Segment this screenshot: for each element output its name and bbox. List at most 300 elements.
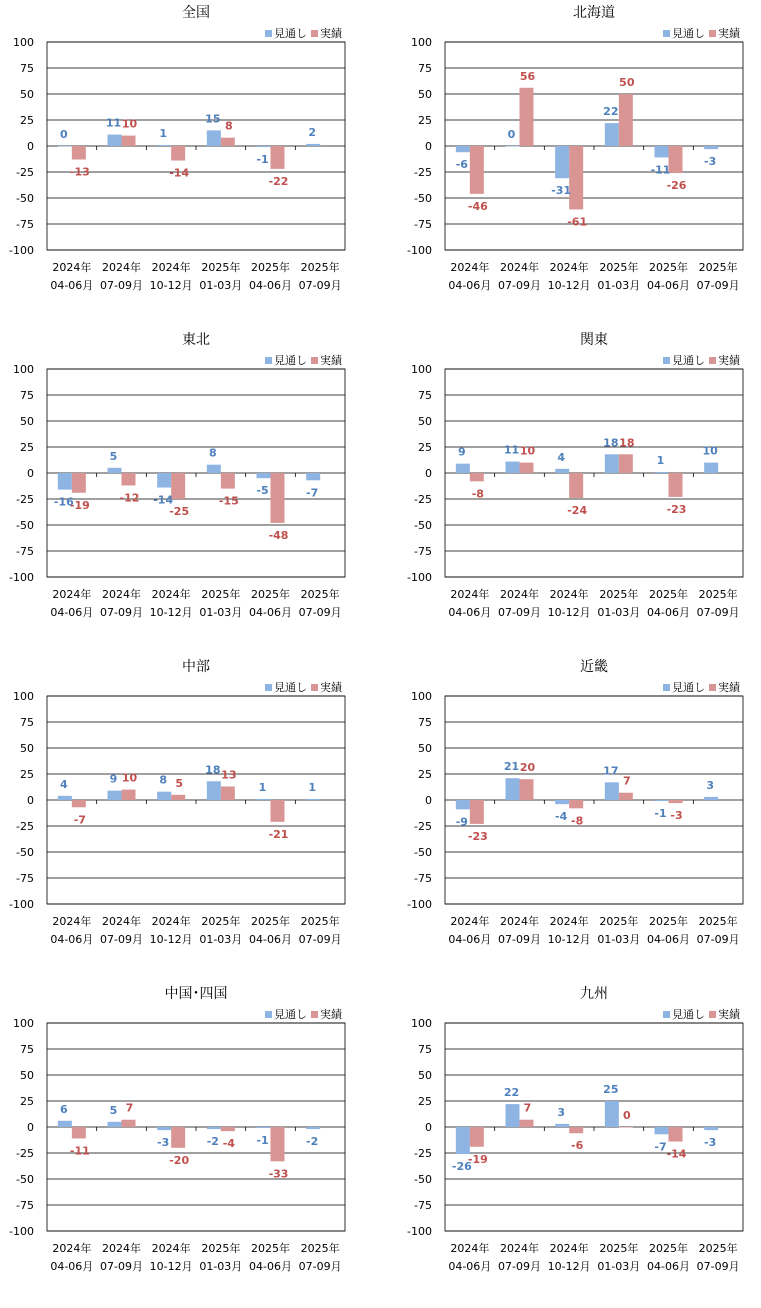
x-tick-label-months: 04-06月 <box>249 279 292 292</box>
data-label-forecast: 0 <box>507 128 516 141</box>
bar-forecast <box>306 1127 320 1129</box>
x-tick-label-months: 01-03月 <box>199 1260 243 1273</box>
data-label-forecast: -14 <box>153 493 174 507</box>
x-tick-label-year: 2024年 <box>549 588 589 601</box>
y-tick-label: -50 <box>16 1173 34 1186</box>
chart-title: 中部 <box>182 659 210 675</box>
data-label-forecast: 11 <box>105 116 122 130</box>
bar-actual <box>569 1127 583 1133</box>
x-tick-label-year: 2025年 <box>698 588 738 601</box>
bar-forecast <box>456 800 470 809</box>
y-tick-label: -50 <box>414 192 432 205</box>
data-label-actual: -23 <box>666 502 687 516</box>
bar-forecast <box>506 462 520 473</box>
x-tick-label-year: 2024年 <box>450 261 490 274</box>
data-label-actual: 5 <box>175 776 183 790</box>
bar-actual <box>271 800 285 822</box>
bar-actual <box>271 473 285 523</box>
x-tick-label-year: 2024年 <box>151 915 191 928</box>
data-label-forecast: 18 <box>603 436 619 450</box>
y-tick-label: 25 <box>20 441 34 454</box>
y-tick-label: 0 <box>425 794 432 807</box>
y-tick-label: 0 <box>425 467 432 480</box>
data-label-actual: -26 <box>666 179 687 193</box>
data-label-forecast: 25 <box>603 1083 619 1096</box>
data-label-forecast: 1 <box>258 780 267 794</box>
bar-actual <box>470 473 484 481</box>
bar-actual <box>619 1127 633 1128</box>
x-tick-label-year: 2025年 <box>649 915 688 928</box>
legend-label-forecast: 見通し <box>672 354 705 367</box>
y-tick-label: 0 <box>27 1121 34 1134</box>
x-tick-label-months: 07-09月 <box>100 606 143 619</box>
x-tick-label-months: 04-06月 <box>50 606 94 619</box>
data-label-forecast: 21 <box>503 760 520 774</box>
chart-legend <box>265 353 343 367</box>
data-label-forecast: 5 <box>109 449 118 463</box>
bar-forecast <box>58 1121 72 1127</box>
data-label-forecast: 9 <box>109 772 118 786</box>
y-tick-label: 75 <box>418 389 432 402</box>
bar-forecast <box>655 472 669 473</box>
x-tick-label-months: 01-03月 <box>199 279 243 292</box>
y-tick-label: 25 <box>20 114 34 127</box>
x-tick-label-months: 07-09月 <box>100 933 143 946</box>
legend-label-actual: 実績 <box>320 1008 342 1021</box>
bar-actual <box>669 146 683 173</box>
bar-forecast <box>306 144 320 146</box>
legend-label-actual: 実績 <box>718 27 740 40</box>
y-tick-label: 75 <box>20 389 34 402</box>
data-label-actual: 10 <box>519 444 536 458</box>
data-label-forecast: 15 <box>205 112 221 126</box>
y-tick-label: 0 <box>425 140 432 153</box>
bar-actual <box>221 473 235 489</box>
x-tick-label-year: 2025年 <box>698 1242 738 1255</box>
bar-forecast <box>207 130 221 146</box>
bar-forecast <box>306 799 320 800</box>
x-tick-label-months: 01-03月 <box>597 1260 641 1273</box>
x-tick-label-months: 04-06月 <box>647 933 690 946</box>
bar-forecast <box>108 135 122 146</box>
data-label-forecast: 1 <box>159 126 167 140</box>
legend-label-forecast: 見通し <box>274 27 307 40</box>
x-tick-label-year: 2025年 <box>300 915 340 928</box>
bar-actual <box>72 146 86 160</box>
x-tick-label-year: 2024年 <box>52 1242 92 1255</box>
y-tick-label: -75 <box>16 545 34 558</box>
data-label-actual: -19 <box>467 1152 488 1166</box>
bar-actual <box>221 786 235 800</box>
x-tick-label-months: 07-09月 <box>696 1260 740 1273</box>
data-label-forecast: 0 <box>60 128 68 141</box>
x-tick-label-year: 2025年 <box>251 915 290 928</box>
data-label-forecast: -4 <box>555 810 568 824</box>
x-tick-label-year: 2024年 <box>102 915 141 928</box>
x-tick-label-months: 04-06月 <box>249 606 292 619</box>
data-label-forecast: -3 <box>704 155 717 169</box>
data-label-actual: -46 <box>467 199 488 213</box>
chart-legend <box>265 26 343 40</box>
data-label-forecast: 11 <box>503 443 520 457</box>
data-label-actual: -12 <box>119 491 140 505</box>
data-label-forecast: 4 <box>60 777 68 791</box>
data-label-forecast: 6 <box>60 1102 68 1116</box>
bar-actual <box>619 94 633 146</box>
x-tick-label-year: 2024年 <box>151 1242 191 1255</box>
bar-actual <box>669 473 683 497</box>
data-label-actual: -33 <box>268 1167 289 1181</box>
data-label-forecast: 8 <box>209 446 217 460</box>
chart-title: 中国･四国 <box>164 986 228 1002</box>
x-tick-label-months: 04-06月 <box>249 1260 292 1273</box>
data-label-forecast: -7 <box>654 1140 667 1154</box>
y-tick-label: -25 <box>414 820 432 833</box>
legend-label-actual: 実績 <box>718 681 740 694</box>
bar-forecast <box>704 463 718 473</box>
y-tick-label: 0 <box>425 1121 432 1134</box>
x-tick-label-months: 04-06月 <box>448 279 492 292</box>
y-tick-label: -25 <box>16 493 34 506</box>
data-label-forecast: 1 <box>656 453 665 467</box>
bar-actual <box>619 454 633 473</box>
y-tick-label: -75 <box>414 872 432 885</box>
x-tick-label-months: 04-06月 <box>249 933 292 946</box>
bar-forecast <box>704 797 718 800</box>
bar-forecast <box>605 123 619 146</box>
y-tick-label: -100 <box>9 244 34 257</box>
y-tick-label: -100 <box>407 898 432 911</box>
data-label-actual: -48 <box>268 528 289 542</box>
x-tick-label-year: 2025年 <box>251 261 290 274</box>
x-tick-label-months: 10-12月 <box>149 1260 193 1273</box>
y-tick-label: 50 <box>418 1069 432 1082</box>
data-label-forecast: -7 <box>306 486 319 500</box>
chart-panel <box>0 0 380 327</box>
bar-actual <box>470 800 484 824</box>
x-tick-label-year: 2025年 <box>599 915 639 928</box>
y-tick-label: 75 <box>20 1043 34 1056</box>
y-tick-label: 75 <box>20 62 34 75</box>
legend-swatch-forecast <box>265 357 272 364</box>
data-label-forecast: 3 <box>706 778 714 792</box>
data-label-actual: -24 <box>567 503 588 517</box>
bar-forecast <box>605 782 619 800</box>
x-tick-label-year: 2024年 <box>151 588 191 601</box>
bar-actual <box>72 473 86 493</box>
x-tick-label-year: 2024年 <box>500 588 539 601</box>
x-tick-label-year: 2024年 <box>102 1242 141 1255</box>
legend-label-actual: 実績 <box>320 354 342 367</box>
x-tick-label-months: 10-12月 <box>547 279 591 292</box>
x-tick-label-months: 07-09月 <box>696 606 740 619</box>
legend-swatch-actual <box>311 30 318 37</box>
y-tick-label: 100 <box>13 363 34 376</box>
bar-forecast <box>506 146 520 147</box>
bar-forecast <box>605 1101 619 1127</box>
data-label-actual: 7 <box>523 1101 532 1115</box>
chart-panel <box>398 0 761 327</box>
bar-actual <box>221 1127 235 1131</box>
y-tick-label: 100 <box>411 690 432 703</box>
chart-title: 近畿 <box>580 659 608 675</box>
bar-actual <box>122 473 136 485</box>
bar-actual <box>470 1127 484 1147</box>
data-label-actual: -19 <box>69 498 90 512</box>
data-label-actual: -8 <box>471 487 484 501</box>
x-tick-label-year: 2025年 <box>698 915 738 928</box>
chart-title: 九州 <box>580 986 608 1002</box>
legend-label-actual: 実績 <box>718 1008 740 1021</box>
bar-actual <box>122 136 136 146</box>
y-tick-label: -50 <box>16 846 34 859</box>
data-label-forecast: -5 <box>256 484 269 498</box>
y-tick-label: -25 <box>414 493 432 506</box>
data-label-actual: 56 <box>519 69 536 83</box>
y-tick-label: -100 <box>407 1225 432 1238</box>
data-label-actual: 20 <box>519 761 536 775</box>
x-tick-label-months: 04-06月 <box>647 606 690 619</box>
x-tick-label-year: 2025年 <box>201 588 241 601</box>
y-tick-label: 100 <box>13 1017 34 1030</box>
x-tick-label-year: 2025年 <box>201 915 241 928</box>
y-tick-label: -50 <box>16 519 34 532</box>
y-tick-label: -100 <box>9 898 34 911</box>
x-tick-label-months: 04-06月 <box>448 1260 492 1273</box>
bar-forecast <box>605 454 619 473</box>
legend-swatch-actual <box>709 684 716 691</box>
x-tick-label-year: 2025年 <box>649 1242 688 1255</box>
bar-forecast <box>207 781 221 800</box>
y-tick-label: 50 <box>20 742 34 755</box>
x-tick-label-months: 04-06月 <box>647 279 690 292</box>
bar-forecast <box>704 146 718 149</box>
x-tick-label-year: 2024年 <box>102 261 141 274</box>
legend-swatch-forecast <box>663 684 670 691</box>
x-tick-label-year: 2024年 <box>549 1242 589 1255</box>
legend-label-forecast: 見通し <box>274 1008 307 1021</box>
y-tick-label: 75 <box>20 716 34 729</box>
x-tick-label-months: 10-12月 <box>149 279 193 292</box>
bar-forecast <box>207 1127 221 1129</box>
x-tick-label-months: 10-12月 <box>149 606 193 619</box>
y-tick-label: 50 <box>418 742 432 755</box>
data-label-forecast: -3 <box>704 1136 717 1150</box>
bar-forecast <box>555 146 569 178</box>
y-tick-label: -25 <box>16 820 34 833</box>
data-label-actual: -6 <box>571 1139 584 1153</box>
x-tick-label-year: 2024年 <box>450 915 490 928</box>
y-tick-label: 100 <box>411 36 432 49</box>
data-label-forecast: -16 <box>53 495 74 509</box>
y-tick-label: -75 <box>16 218 34 231</box>
chart-title: 関東 <box>580 332 608 348</box>
bar-forecast <box>655 146 669 157</box>
chart-legend <box>265 1007 343 1021</box>
data-label-actual: 50 <box>619 76 635 89</box>
chart-legend <box>663 353 741 367</box>
x-tick-label-year: 2024年 <box>500 1242 539 1255</box>
bar-forecast <box>506 778 520 800</box>
bar-actual <box>72 800 86 807</box>
data-label-forecast: 3 <box>557 1105 565 1119</box>
y-tick-label: 0 <box>27 140 34 153</box>
legend-swatch-forecast <box>663 30 670 37</box>
y-tick-label: 25 <box>20 1095 34 1108</box>
data-label-actual: -11 <box>69 1144 90 1158</box>
bar-actual <box>271 146 285 169</box>
legend-label-forecast: 見通し <box>274 681 307 694</box>
y-tick-label: -100 <box>407 571 432 584</box>
x-tick-label-months: 04-06月 <box>448 933 492 946</box>
x-tick-label-months: 04-06月 <box>50 933 94 946</box>
bar-actual <box>619 793 633 800</box>
legend-swatch-actual <box>311 684 318 691</box>
data-label-actual: 7 <box>125 1101 134 1115</box>
legend-label-actual: 実績 <box>320 681 342 694</box>
data-label-actual: -14 <box>666 1147 687 1161</box>
data-label-forecast: 22 <box>603 105 619 119</box>
legend-label-forecast: 見通し <box>672 27 705 40</box>
legend-label-actual: 実績 <box>718 354 740 367</box>
bar-forecast <box>157 1127 171 1130</box>
chart-panel <box>0 654 380 981</box>
data-label-forecast: 1 <box>308 780 316 794</box>
legend-label-forecast: 見通し <box>672 681 705 694</box>
chart-panel <box>398 981 761 1308</box>
bar-actual <box>520 1120 534 1127</box>
bar-forecast <box>257 146 271 147</box>
y-tick-label: -75 <box>414 218 432 231</box>
bar-actual <box>520 779 534 800</box>
bar-forecast <box>257 473 271 478</box>
y-tick-label: 100 <box>411 363 432 376</box>
data-label-actual: -8 <box>571 814 584 828</box>
data-label-forecast: 17 <box>603 764 619 778</box>
data-label-actual: 10 <box>121 771 138 785</box>
data-label-actual: 10 <box>121 117 138 131</box>
bar-forecast <box>506 1104 520 1127</box>
y-tick-label: -50 <box>414 519 432 532</box>
bar-actual <box>669 800 683 803</box>
bar-actual <box>122 790 136 800</box>
data-label-forecast: -1 <box>256 153 269 167</box>
y-tick-label: 25 <box>418 114 432 127</box>
y-tick-label: 0 <box>27 794 34 807</box>
bar-forecast <box>108 791 122 800</box>
data-label-forecast: 8 <box>159 773 167 787</box>
x-tick-label-months: 07-09月 <box>498 606 541 619</box>
bar-forecast <box>58 146 72 147</box>
y-tick-label: 100 <box>13 690 34 703</box>
bar-actual <box>569 800 583 808</box>
x-tick-label-months: 04-06月 <box>448 606 492 619</box>
bar-actual <box>520 463 534 473</box>
chart-panel <box>398 654 761 981</box>
x-tick-label-year: 2024年 <box>500 261 539 274</box>
y-tick-label: -75 <box>414 1199 432 1212</box>
bar-forecast <box>58 473 72 490</box>
bar-forecast <box>157 473 171 488</box>
data-label-actual: -13 <box>69 165 90 179</box>
bar-forecast <box>58 796 72 800</box>
x-tick-label-months: 04-06月 <box>50 279 94 292</box>
chart-panel <box>0 327 380 654</box>
data-label-actual: -20 <box>169 1153 190 1167</box>
bar-forecast <box>555 1124 569 1127</box>
y-tick-label: -100 <box>9 1225 34 1238</box>
y-tick-label: -75 <box>414 545 432 558</box>
bar-actual <box>470 146 484 194</box>
y-tick-label: -75 <box>16 1199 34 1212</box>
bar-actual <box>171 146 185 161</box>
x-tick-label-year: 2025年 <box>201 261 241 274</box>
x-tick-label-year: 2024年 <box>549 915 589 928</box>
data-label-actual: 7 <box>623 774 631 788</box>
data-label-forecast: -1 <box>654 807 667 821</box>
x-tick-label-year: 2025年 <box>698 261 738 274</box>
x-tick-label-months: 07-09月 <box>498 1260 541 1273</box>
data-label-actual: -4 <box>222 1137 235 1151</box>
y-tick-label: 50 <box>418 415 432 428</box>
bar-forecast <box>456 464 470 473</box>
legend-label-forecast: 見通し <box>672 1008 705 1021</box>
legend-swatch-actual <box>709 1011 716 1018</box>
data-label-forecast: -3 <box>157 1136 170 1150</box>
data-label-forecast: -11 <box>650 163 671 177</box>
data-label-forecast: -2 <box>306 1135 319 1149</box>
bar-forecast <box>655 1127 669 1134</box>
legend-swatch-forecast <box>265 684 272 691</box>
y-tick-label: -100 <box>9 571 34 584</box>
data-label-forecast: 4 <box>557 450 565 464</box>
x-tick-label-months: 07-09月 <box>100 279 143 292</box>
bar-actual <box>271 1127 285 1161</box>
x-tick-label-months: 07-09月 <box>298 1260 342 1273</box>
y-tick-label: 75 <box>418 1043 432 1056</box>
y-tick-label: 25 <box>418 441 432 454</box>
x-tick-label-months: 04-06月 <box>647 1260 690 1273</box>
legend-swatch-actual <box>709 357 716 364</box>
x-tick-label-months: 01-03月 <box>597 279 641 292</box>
chart-legend <box>663 680 741 694</box>
chart-legend <box>265 680 343 694</box>
chart-title: 全国 <box>182 5 210 21</box>
data-label-forecast: 10 <box>702 444 718 458</box>
x-tick-label-year: 2025年 <box>251 588 290 601</box>
bar-actual <box>72 1127 86 1138</box>
bar-forecast <box>207 465 221 473</box>
x-tick-label-months: 07-09月 <box>298 606 342 619</box>
x-tick-label-months: 07-09月 <box>498 933 541 946</box>
x-tick-label-months: 07-09月 <box>696 933 740 946</box>
data-label-actual: 18 <box>619 436 635 450</box>
data-label-actual: -22 <box>268 174 289 188</box>
y-tick-label: 25 <box>418 1095 432 1108</box>
bar-forecast <box>456 146 470 152</box>
x-tick-label-year: 2025年 <box>300 1242 340 1255</box>
x-tick-label-year: 2024年 <box>500 915 539 928</box>
x-tick-label-months: 10-12月 <box>149 933 193 946</box>
data-label-actual: 8 <box>225 119 233 133</box>
y-tick-label: -50 <box>414 846 432 859</box>
legend-swatch-actual <box>311 357 318 364</box>
bar-forecast <box>555 469 569 473</box>
y-tick-label: -25 <box>414 1147 432 1160</box>
data-label-forecast: 9 <box>458 445 466 459</box>
bar-forecast <box>157 145 171 146</box>
x-tick-label-year: 2024年 <box>52 261 92 274</box>
